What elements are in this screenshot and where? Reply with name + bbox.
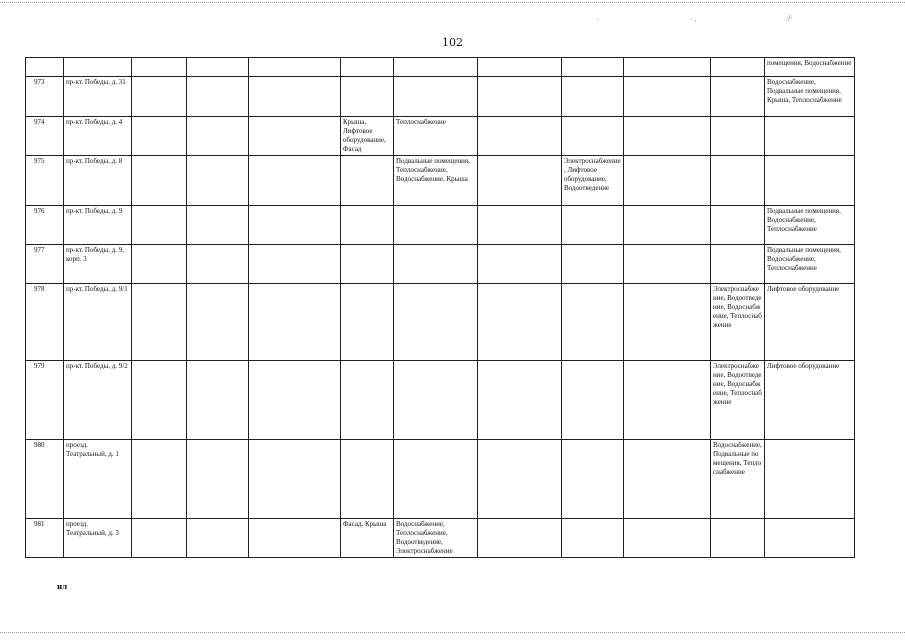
table-cell <box>394 439 478 518</box>
table-cell <box>562 360 624 439</box>
table-cell <box>249 360 341 439</box>
table-cell <box>624 117 711 156</box>
table-cell <box>341 58 394 77</box>
table-cell: Электроснабжение, Лифтовое оборудование, Водоотведение <box>562 155 624 205</box>
address-cell: пр-кт. Победы, д. 9/1 <box>64 283 132 360</box>
table-cell <box>132 205 187 244</box>
row-number-cell: 976 <box>26 205 64 244</box>
address-cell: пр-кт. Победы, д. 9 <box>64 205 132 244</box>
table-cell: помещения, Водоснабжение <box>765 58 855 77</box>
row-number-cell: 973 <box>26 77 64 117</box>
table-cell <box>562 518 624 557</box>
table-cell <box>64 58 132 77</box>
table-cell <box>478 283 562 360</box>
row-number-cell: 974 <box>26 117 64 156</box>
table-cell <box>249 518 341 557</box>
table-cell <box>132 155 187 205</box>
table-cell <box>562 205 624 244</box>
table-cell <box>711 518 765 557</box>
table-cell <box>765 518 855 557</box>
page-number: 102 <box>442 36 463 49</box>
table-cell <box>341 205 394 244</box>
table-cell <box>478 439 562 518</box>
table-cell <box>765 439 855 518</box>
table-cell <box>562 77 624 117</box>
table-cell <box>249 77 341 117</box>
footer-mark: ил <box>57 582 68 591</box>
row-number-cell: 981 <box>26 518 64 557</box>
table-cell <box>624 360 711 439</box>
table-cell <box>187 439 249 518</box>
table-cell <box>394 58 478 77</box>
table-cell: Крыша, Лифтовое оборудование, Фасад <box>341 117 394 156</box>
table-cell <box>624 77 711 117</box>
table-cell <box>187 518 249 557</box>
table-cell <box>187 117 249 156</box>
row-number-cell: 979 <box>26 360 64 439</box>
table-cell <box>187 283 249 360</box>
table-row <box>26 244 855 283</box>
table-cell <box>711 155 765 205</box>
table-cell <box>562 58 624 77</box>
table-cell: Подвальные помещения, Водоснабжение, Теплоснабжение <box>765 205 855 244</box>
table-cell <box>711 58 765 77</box>
table-cell <box>249 155 341 205</box>
table-cell <box>562 283 624 360</box>
table-cell <box>394 360 478 439</box>
table-cell <box>478 360 562 439</box>
table-cell <box>394 77 478 117</box>
table-cell <box>341 283 394 360</box>
table-cell <box>132 117 187 156</box>
repair-schedule-table <box>25 57 855 558</box>
table-cell <box>341 439 394 518</box>
table-cell <box>187 155 249 205</box>
table-cell <box>132 360 187 439</box>
table-cell <box>394 244 478 283</box>
table-row <box>26 518 855 557</box>
table-cell <box>132 283 187 360</box>
table-cell <box>624 439 711 518</box>
table-row-continued <box>26 58 855 77</box>
row-number-cell: 975 <box>26 155 64 205</box>
table-cell <box>624 58 711 77</box>
table-cell <box>341 77 394 117</box>
row-number-cell: 980 <box>26 439 64 518</box>
table-cell <box>711 77 765 117</box>
table-row <box>26 283 855 360</box>
table-row <box>26 117 855 156</box>
table-cell <box>624 244 711 283</box>
table-cell <box>624 205 711 244</box>
table-cell <box>132 77 187 117</box>
table-cell: Электроснабжение, Водоотведение, Водоснабжение, Теплоснабжение <box>711 360 765 439</box>
table-cell <box>624 518 711 557</box>
table-cell <box>478 205 562 244</box>
table-cell: Лифтовое оборудование <box>765 360 855 439</box>
table-row <box>26 77 855 117</box>
table-cell <box>478 155 562 205</box>
address-cell: пр-кт. Победы, д. 8 <box>64 155 132 205</box>
scan-speck: . <box>597 14 600 22</box>
table-cell: Водоснабжение, Теплоснабжение, Водоотведение, Электроснабжение <box>394 518 478 557</box>
table-cell <box>249 205 341 244</box>
table-row <box>26 155 855 205</box>
scan-speck: ·/· <box>786 14 793 22</box>
table-cell <box>624 283 711 360</box>
table-cell: Лифтовое оборудование <box>765 283 855 360</box>
table-cell <box>187 360 249 439</box>
address-cell: проезд. Театральный, д. 3 <box>64 518 132 557</box>
table-cell <box>478 117 562 156</box>
table-cell <box>765 155 855 205</box>
table-cell: Водоснабжение, Подвальные помещения, Крыша, Теплоснабжение <box>765 77 855 117</box>
table-cell <box>711 244 765 283</box>
table-cell <box>711 205 765 244</box>
table-cell <box>132 58 187 77</box>
address-cell: пр-кт. Победы, д. 31 <box>64 77 132 117</box>
address-cell: пр-кт. Победы, д. 9, корп. 3 <box>64 244 132 283</box>
table-cell <box>478 244 562 283</box>
table-cell <box>132 439 187 518</box>
table-cell: Фасад, Крыша <box>341 518 394 557</box>
table-cell <box>341 244 394 283</box>
table-cell <box>478 58 562 77</box>
table-cell <box>187 205 249 244</box>
table-cell: Водоснабжение, Подвальные помещения, Теплоснабжение <box>711 439 765 518</box>
table-cell <box>765 117 855 156</box>
table-cell <box>132 244 187 283</box>
table-cell: Подвальные помещения, Водоснабжение, Теплоснабжение <box>765 244 855 283</box>
table-cell <box>26 58 64 77</box>
table-cell <box>249 439 341 518</box>
table-cell <box>562 439 624 518</box>
table-cell <box>478 518 562 557</box>
table-cell <box>562 117 624 156</box>
table-cell <box>562 244 624 283</box>
table-cell <box>187 58 249 77</box>
table-row <box>26 360 855 439</box>
table-cell <box>341 155 394 205</box>
table-cell <box>249 58 341 77</box>
table-cell <box>132 518 187 557</box>
table-cell <box>624 155 711 205</box>
table-cell: Электроснабжение, Водоотведение, Водоснабжение, Теплоснабжение <box>711 283 765 360</box>
table-row <box>26 439 855 518</box>
address-cell: пр-кт. Победы, д. 4 <box>64 117 132 156</box>
table-cell <box>249 283 341 360</box>
scan-speck: · , <box>690 15 697 23</box>
row-number-cell: 977 <box>26 244 64 283</box>
table-cell <box>394 205 478 244</box>
scan-border-bottom <box>0 632 905 633</box>
address-cell: проезд. Театральный, д. 1 <box>64 439 132 518</box>
scan-border-top <box>0 2 905 3</box>
table-cell <box>187 77 249 117</box>
table-cell <box>249 244 341 283</box>
table-cell <box>341 360 394 439</box>
table-cell: Подвальные помещения, Теплоснабжение, Водоснабжение, Крыша <box>394 155 478 205</box>
table-row <box>26 205 855 244</box>
table-cell <box>394 283 478 360</box>
table-cell <box>187 244 249 283</box>
table-cell <box>711 117 765 156</box>
table-cell: Теплоснабжение <box>394 117 478 156</box>
table-cell <box>478 77 562 117</box>
row-number-cell: 978 <box>26 283 64 360</box>
address-cell: пр-кт. Победы, д. 9/2 <box>64 360 132 439</box>
table-cell <box>249 117 341 156</box>
